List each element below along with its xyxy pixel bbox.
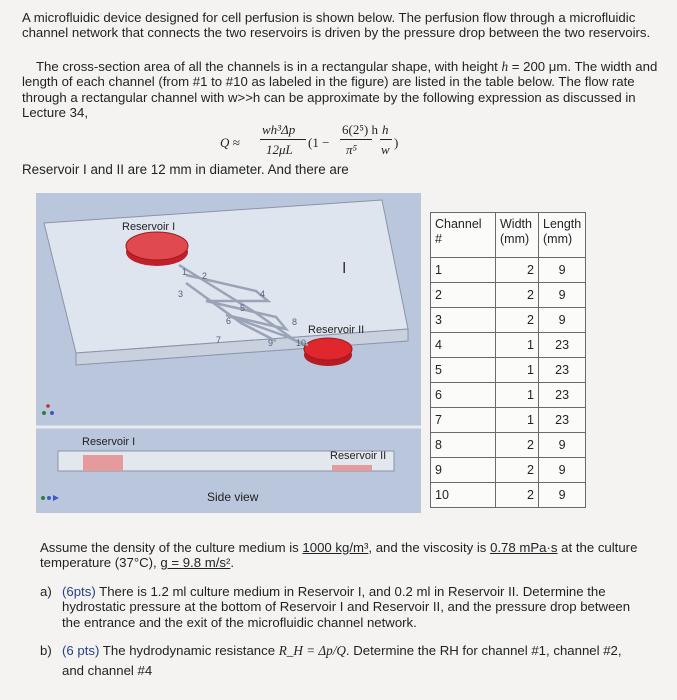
cell-channel: 1 [431,258,496,283]
table-row [431,408,586,433]
cell-length: 9 [539,433,586,458]
cell-channel: 10 [431,483,496,508]
header-length: Length (mm) [539,213,586,258]
reservoir-2-label: Reservoir II [308,324,365,336]
question-a-points: (6pts) [62,584,96,599]
height-value: = 200 μm. [508,59,572,74]
table-row [431,383,586,408]
channel-table [430,212,586,508]
equation-denominator-2: π⁵ [346,142,358,157]
cell-channel: 8 [431,433,496,458]
fraction-bar [380,139,392,140]
gravity-value: g = 9.8 m/s² [160,555,231,571]
cell-channel: 6 [431,383,496,408]
question-b-text: and channel #4 [62,663,153,678]
cell-length: 23 [539,383,586,408]
cell-length: 23 [539,358,586,383]
cell-channel: 7 [431,408,496,433]
roman-label: I [342,260,347,277]
fraction-bar [340,139,372,140]
reservoir-2-top [304,338,352,360]
question-a [40,584,640,630]
question-b-points: (6 pts) [62,643,100,658]
question-a-label: a) [40,584,52,599]
header-channel: Channel # [431,213,496,258]
density-value: 1000 kg/m³ [302,540,369,555]
equation-numerator-2: 6(2⁵) h [342,122,378,137]
equation-numerator: wh³Δp [262,122,296,137]
side-reservoir-2 [332,465,372,471]
channel-number: 9 [268,338,274,348]
side-reservoir-1 [83,455,123,471]
resistance-formula: R_H = Δp/Q [278,643,346,658]
side-reservoir-1-label: Reservoir I [82,436,136,448]
question-b-text: The hydrodynamic resistance [99,643,279,658]
cell-length: 9 [539,458,586,483]
cross-section-paragraph [22,59,662,120]
equation-paren-close: ) [394,135,399,150]
cell-width: 2 [496,458,539,483]
table-row [431,283,586,308]
viscosity-value: 0.78 mPa·s [490,540,558,555]
table-row [431,483,586,508]
cell-width: 2 [496,258,539,283]
reservoir-1-label: Reservoir I [122,221,176,233]
intro-text: A microfluidic device designed for cell perfusion is shown below. The perfusion flow through a microfluidic channel network that connects the two reservoirs is driven by the pressure drop between the two reservoirs. [22,10,651,41]
axis-marker-icon [42,404,54,415]
cross-section-text-b: The width and length of each channel (from #1 to #10 as labeled in the figure) are listed in the table below. The flow rate through a rectangular channel with w>>h can be approximate by the following expression as discussed in Lecture 34, [22,59,658,120]
channel-number: 7 [216,335,222,345]
table-row [431,333,586,358]
question-a-text: There is 1.2 ml culture medium in Reservoir I, and 0.2 ml in Reservoir II. Determine the hydrostatic pressure at the bottom of Reservoir I and Reservoir II, and the pressure drop between the entrance and the exit of the microfluidic channel network. [62,584,631,630]
axis-marker-icon [41,495,59,501]
equation-w: w [381,142,390,157]
header-width: Width (mm) [496,213,539,258]
cell-length: 23 [539,333,586,358]
flow-rate-equation [220,122,420,166]
question-b-label: b) [40,643,52,658]
cell-length: 9 [539,483,586,508]
assumption-text: Assume the density of the culture medium is [40,540,303,555]
channel-number: 1 [182,267,188,277]
device-figure [36,193,421,513]
cell-length: 9 [539,308,586,333]
cell-channel: 5 [431,358,496,383]
cell-length: 9 [539,283,586,308]
equation-denominator: 12μL [266,142,293,157]
channel-number: 3 [178,289,184,299]
table-row [431,458,586,483]
question-b-text: . Determine the RH for channel #1, channel #2, [345,643,622,658]
channel-number: 8 [292,317,298,327]
channel-number: 4 [260,289,266,299]
intro-paragraph [22,10,662,41]
table-row [431,258,586,283]
assumption-text: , and the viscosity is [368,540,491,555]
channel-number: 10 [296,338,307,348]
cell-width: 1 [496,408,539,433]
question-b [40,641,640,681]
assumption-text: at the culture temperature (37°C), [40,540,638,571]
cell-length: 23 [539,408,586,433]
reservoir-sentence [22,162,662,177]
channel-number: 2 [202,271,208,281]
assumptions-paragraph [40,540,640,571]
equation-paren-open: (1 − [308,135,330,150]
channel-number: 5 [240,303,246,313]
reservoir-1-top [126,232,188,260]
cell-width: 1 [496,383,539,408]
cell-width: 2 [496,483,539,508]
cell-channel: 2 [431,283,496,308]
table-row [431,308,586,333]
cell-width: 2 [496,283,539,308]
equation-lhs: Q ≈ [220,135,240,150]
cell-width: 1 [496,333,539,358]
side-view-label: Side view [207,490,259,504]
device-diagram [36,193,421,513]
cell-width: 1 [496,358,539,383]
cell-channel: 3 [431,308,496,333]
table-row [431,358,586,383]
cell-length: 9 [539,258,586,283]
table-row [431,433,586,458]
height-symbol: h [501,59,509,74]
cell-width: 2 [496,433,539,458]
cell-channel: 9 [431,458,496,483]
reservoir-text: Reservoir I and II are 12 mm in diameter. And there are [22,162,349,177]
cell-width: 2 [496,308,539,333]
assumption-text: . [230,555,235,571]
cross-section-text-a: The cross-section area of all the channels is in a rectangular shape, with height [36,59,502,74]
equation-h: h [382,122,389,137]
fraction-bar [260,139,306,140]
side-reservoir-2-label: Reservoir II [330,450,387,462]
channel-number: 6 [226,316,232,326]
table-header-row [431,213,586,258]
cell-channel: 4 [431,333,496,358]
